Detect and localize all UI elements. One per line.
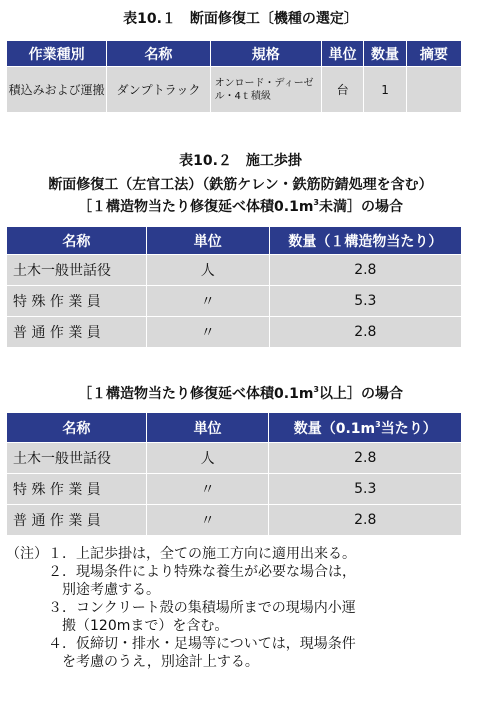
- cell-qty: 5.3: [269, 286, 461, 317]
- table-row: [7, 317, 462, 348]
- table-row: [7, 474, 462, 505]
- header-spec: 規格: [210, 41, 321, 67]
- cell-remarks: [406, 67, 461, 113]
- header-unit: 単位: [146, 413, 269, 443]
- cell-unit: 〃: [146, 317, 269, 348]
- header-unit: 単位: [146, 227, 269, 255]
- header-name: 名称: [7, 413, 147, 443]
- header-qty: 数量（$0.1m^3$当たり）: [269, 413, 462, 443]
- note-line: を考慮のうえ，別途計上する。: [6, 654, 259, 670]
- cell-name: 普 通 作 業 員: [7, 317, 147, 348]
- cell-unit: 人: [146, 255, 269, 286]
- cell-qty: 1: [364, 67, 406, 113]
- note-line: ３．コンクリート殻の集積場所までの現場内小運: [6, 600, 356, 616]
- table-row: [7, 505, 462, 536]
- cell-name: 特 殊 作 業 員: [7, 286, 147, 317]
- equipment-table: [6, 40, 462, 113]
- cell-unit: 人: [146, 443, 269, 474]
- cell-qty: 2.8: [269, 317, 461, 348]
- header-name: 名称: [7, 227, 147, 255]
- cell-unit: 〃: [146, 286, 269, 317]
- table2-caption: 表10.２ 施工歩掛: [179, 153, 302, 169]
- header-remarks: 摘要: [406, 41, 461, 67]
- cell-work-type: 積込みおよび運搬: [7, 67, 107, 113]
- table-row: [7, 286, 462, 317]
- cell-qty: 5.3: [269, 474, 462, 505]
- table3-condition: ［１構造物当たり修復延べ体積$0.1m^3$以上］の場合: [78, 385, 403, 402]
- notes: [6, 545, 476, 671]
- cell-name: 普 通 作 業 員: [7, 505, 147, 536]
- cell-name: 土木一般世話役: [7, 255, 147, 286]
- cell-name: ダンプトラック: [107, 67, 210, 113]
- header-qty: 数量: [364, 41, 406, 67]
- table-row: [7, 67, 462, 113]
- labor-table-under: [6, 226, 462, 348]
- cell-qty: 2.8: [269, 255, 461, 286]
- cell-unit: 〃: [146, 474, 269, 505]
- table2-subtitle: 断面修復工（左官工法）（鉄筋ケレン・鉄筋防錆処理を含む）: [48, 177, 433, 193]
- cell-qty: 2.8: [269, 505, 462, 536]
- cell-unit: 台: [321, 67, 363, 113]
- cell-spec: オンロード・ディーゼル・4ｔ積級: [210, 67, 321, 113]
- note-line: 搬（120mまで）を含む。: [6, 618, 229, 634]
- header-unit: 単位: [321, 41, 363, 67]
- cell-name: 土木一般世話役: [7, 443, 147, 474]
- table2-condition: ［１構造物当たり修復延べ体積$0.1m^3$未満］の場合: [78, 198, 403, 215]
- table-row: [7, 255, 462, 286]
- header-work-type: 作業種別: [7, 41, 107, 67]
- header-qty: 数量（１構造物当たり）: [269, 227, 461, 255]
- cell-unit: 〃: [146, 505, 269, 536]
- table1-caption: 表10.１ 断面修復工〔機種の選定〕: [123, 11, 358, 27]
- note-line: （注）１．上記歩掛は，全ての施工方向に適用出来る。: [6, 546, 356, 562]
- note-line: ４．仮締切・排水・足場等については，現場条件: [6, 636, 356, 652]
- cell-qty: 2.8: [269, 443, 462, 474]
- header-name: 名称: [107, 41, 210, 67]
- note-line: ２．現場条件により特殊な養生が必要な場合は，: [6, 564, 356, 580]
- table-row: [7, 443, 462, 474]
- cell-name: 特 殊 作 業 員: [7, 474, 147, 505]
- note-line: 別途考慮する。: [6, 582, 160, 598]
- labor-table-over: [6, 412, 462, 536]
